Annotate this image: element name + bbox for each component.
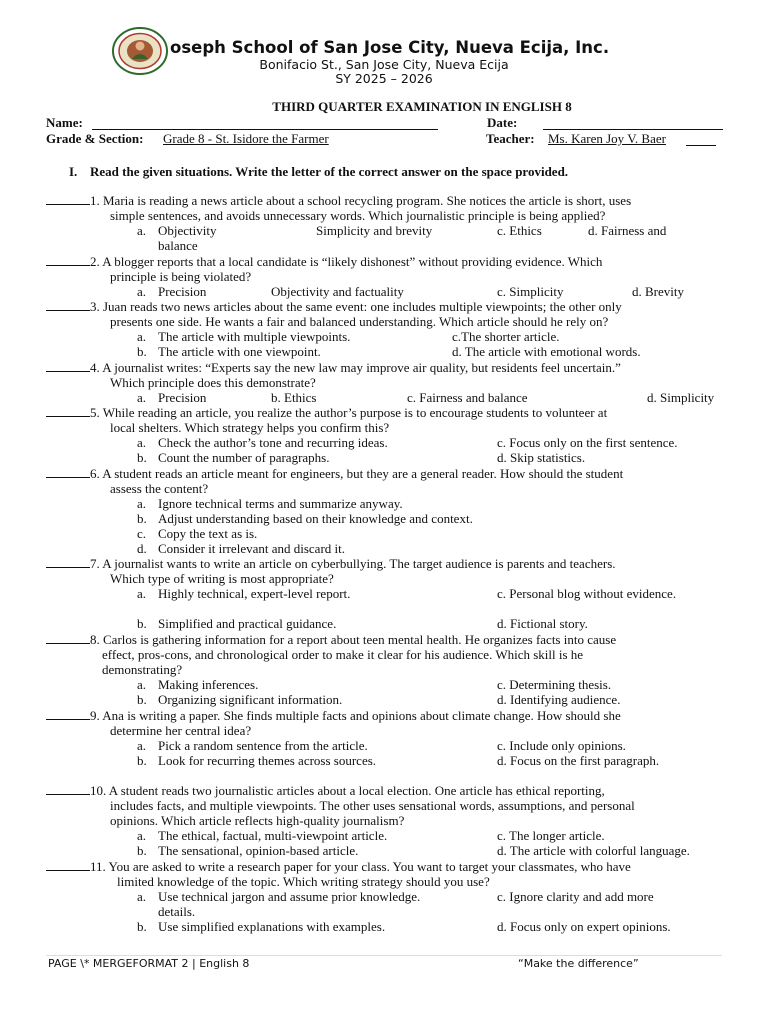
question-text (46, 632, 616, 647)
answer-blank[interactable] (46, 299, 90, 311)
option-text: Organizing significant information. (158, 692, 343, 707)
answer-blank[interactable] (46, 859, 90, 871)
question-stem: 8. Carlos is gathering information for a report about teen mental health. He organizes facts into cause (90, 632, 617, 647)
option-text: Use simplified explanations with examples. (158, 919, 386, 934)
option-text: The article with one viewpoint. (158, 344, 321, 359)
question-text-continued: assess the content? (110, 481, 209, 496)
teacher-underline (686, 145, 716, 146)
option-letter: a. (137, 284, 147, 299)
option-text: c. Fairness and balance (407, 390, 528, 405)
option-text: d. Simplicity (647, 390, 715, 405)
question-text (46, 859, 631, 874)
answer-blank[interactable] (46, 632, 90, 644)
option-text: Simplified and practical guidance. (158, 616, 337, 631)
school-name: oseph School of San Jose City, Nueva Ecija, Inc. (170, 38, 610, 57)
option-letter: a. (137, 677, 147, 692)
option-text: d. Fictional story. (497, 616, 588, 631)
question-text-continued: presents one side. He wants a fair and balanced understanding. Which article should he rely on? (110, 314, 609, 329)
question-text-continued: simple sentences, and avoids unnecessary words. Which journalistic principle is being applied? (110, 208, 606, 223)
option-text: d. The article with emotional words. (452, 344, 641, 359)
question-stem: 2. A blogger reports that a local candidate is “likely dishonest” without providing evidence. Which (90, 254, 603, 269)
teacher-value: Ms. Karen Joy V. Baer (548, 131, 666, 146)
option-text: Simplicity and brevity (316, 223, 433, 238)
question-stem: 10. A student reads two journalistic articles about a local election. One article has ethical reporting, (90, 783, 605, 798)
question-text-continued: local shelters. Which strategy helps you confirm this? (110, 420, 390, 435)
option-text: The article with multiple viewpoints. (158, 329, 351, 344)
question-text (46, 254, 602, 269)
option-letter: a. (137, 586, 147, 601)
question-text-continued: Which type of writing is most appropriate? (110, 571, 334, 586)
option-text: d. Brevity (632, 284, 684, 299)
option-letter: b. (137, 511, 147, 526)
question-text (46, 466, 623, 481)
question-stem: 9. Ana is writing a paper. She finds multiple facts and opinions about climate change. How should she (90, 708, 621, 723)
answer-blank[interactable] (46, 708, 90, 720)
school-year: SY 2025 – 2026 (335, 71, 433, 86)
option-text: Making inferences. (158, 677, 259, 692)
option-letter: c. (137, 526, 147, 541)
option-letter: a. (137, 223, 147, 238)
answer-blank[interactable] (46, 193, 90, 205)
option-text: Objectivity (158, 223, 217, 238)
teacher-label: Teacher: (486, 131, 535, 146)
answer-blank[interactable] (46, 783, 90, 795)
option-text: details. (158, 904, 196, 919)
option-text: d. Identifying audience. (497, 692, 621, 707)
option-text: Adjust understanding based on their knowledge and context. (158, 511, 473, 526)
option-text: c. Focus only on the first sentence. (497, 435, 678, 450)
option-letter: b. (137, 344, 147, 359)
option-text: Consider it irrelevant and discard it. (158, 541, 346, 556)
option-letter: a. (137, 496, 147, 511)
question-text-continued: principle is being violated? (110, 269, 252, 284)
option-letter: b. (137, 919, 147, 934)
question-stem: 3. Juan reads two news articles about the same event: one includes multiple viewpoints; the other only (90, 299, 622, 314)
option-text: d. Fairness and (588, 223, 667, 238)
option-text: Look for recurring themes across sources. (158, 753, 377, 768)
question-text-continued: Which principle does this demonstrate? (110, 375, 316, 390)
grade-label: Grade & Section: (46, 131, 144, 146)
question-text-continued: includes facts, and multiple viewpoints. The other uses sensational words, assumptions, and personal (110, 798, 635, 813)
question-text (46, 360, 621, 375)
question-text-continued: limited knowledge of the topic. Which writing strategy should you use? (117, 874, 490, 889)
option-text: c. The longer article. (497, 828, 605, 843)
question-stem: 7. A journalist wants to write an article on cyberbullying. The target audience is parents and teachers. (90, 556, 616, 571)
question-text (46, 556, 616, 571)
option-letter: a. (137, 329, 147, 344)
answer-blank[interactable] (46, 466, 90, 478)
section-instruction: Read the given situations. Write the letter of the correct answer on the space provided. (90, 164, 569, 179)
option-letter: d. (137, 541, 147, 556)
date-field[interactable] (543, 129, 723, 130)
option-text: c. Personal blog without evidence. (497, 586, 677, 601)
school-address: Bonifacio St., San Jose City, Nueva Ecija (259, 57, 509, 72)
answer-blank[interactable] (46, 254, 90, 266)
question-text-continued: effect, pros-cons, and chronological order to make it clear for his audience. Which skill is he (102, 647, 584, 662)
option-text: Highly technical, expert-level report. (158, 586, 351, 601)
question-stem: 5. While reading an article, you realize the author’s purpose is to encourage students to volunteer at (90, 405, 608, 420)
option-text: Use technical jargon and assume prior knowledge. (158, 889, 421, 904)
option-text: The ethical, factual, multi-viewpoint article. (158, 828, 388, 843)
option-text: c. Determining thesis. (497, 677, 612, 692)
option-text: c. Simplicity (497, 284, 564, 299)
option-text: d. Focus only on expert opinions. (497, 919, 671, 934)
option-letter: b. (137, 753, 147, 768)
name-field[interactable] (92, 129, 438, 130)
grade-value: Grade 8 - St. Isidore the Farmer (163, 131, 329, 146)
option-letter: a. (137, 435, 147, 450)
option-text: Precision (158, 284, 207, 299)
option-letter: a. (137, 828, 147, 843)
exam-title: THIRD QUARTER EXAMINATION IN ENGLISH 8 (272, 99, 572, 114)
option-text: c. Include only opinions. (497, 738, 626, 753)
question-stem: 11. You are asked to write a research paper for your class. You want to target your classmates, who have (90, 859, 631, 874)
option-text: Copy the text as is. (158, 526, 258, 541)
option-text: balance (158, 238, 198, 253)
option-text: Count the number of paragraphs. (158, 450, 330, 465)
option-text: Pick a random sentence from the article. (158, 738, 368, 753)
question-text (46, 193, 631, 208)
option-text: c. Ignore clarity and add more (497, 889, 654, 904)
question-text (46, 405, 607, 420)
option-letter: b. (137, 843, 147, 858)
question-text-continued: demonstrating? (102, 662, 183, 677)
option-text: c. Ethics (497, 223, 542, 238)
option-text: c.The shorter article. (452, 329, 560, 344)
option-text: The sensational, opinion-based article. (158, 843, 359, 858)
option-text: d. Skip statistics. (497, 450, 586, 465)
option-letter: b. (137, 450, 147, 465)
question-text (46, 299, 622, 314)
option-letter: a. (137, 738, 147, 753)
answer-blank[interactable] (46, 405, 90, 417)
question-stem: 4. A journalist writes: “Experts say the new law may improve air quality, but residents feel uncertain.” (90, 360, 621, 375)
option-text: Ignore technical terms and summarize anyway. (158, 496, 403, 511)
question-text-continued: determine her central idea? (110, 723, 252, 738)
option-text: b. Ethics (271, 390, 317, 405)
option-text: Objectivity and factuality (271, 284, 404, 299)
question-stem: 1. Maria is reading a news article about a school recycling program. She notices the article is short, uses (90, 193, 632, 208)
name-label: Name: (46, 115, 83, 130)
option-letter: b. (137, 692, 147, 707)
answer-blank[interactable] (46, 360, 90, 372)
footer-page-field: PAGE \* MERGEFORMAT 2 | English 8 (48, 957, 250, 970)
question-text-continued: opinions. Which article reflects high-quality journalism? (110, 813, 405, 828)
section-numeral: I. (69, 164, 78, 179)
footer-motto: “Make the difference” (518, 957, 639, 970)
question-stem: 6. A student reads an article meant for engineers, but they are a general reader. How should the student (90, 466, 624, 481)
option-letter: a. (137, 889, 147, 904)
question-text (46, 708, 621, 723)
option-text: d. Focus on the first paragraph. (497, 753, 660, 768)
option-text: d. The article with colorful language. (497, 843, 690, 858)
answer-blank[interactable] (46, 556, 90, 568)
option-letter: a. (137, 390, 147, 405)
question-text (46, 783, 605, 798)
option-text: Check the author’s tone and recurring ideas. (158, 435, 388, 450)
option-letter: b. (137, 616, 147, 631)
option-text: Precision (158, 390, 207, 405)
page-footer (46, 955, 722, 956)
date-label: Date: (487, 115, 518, 130)
